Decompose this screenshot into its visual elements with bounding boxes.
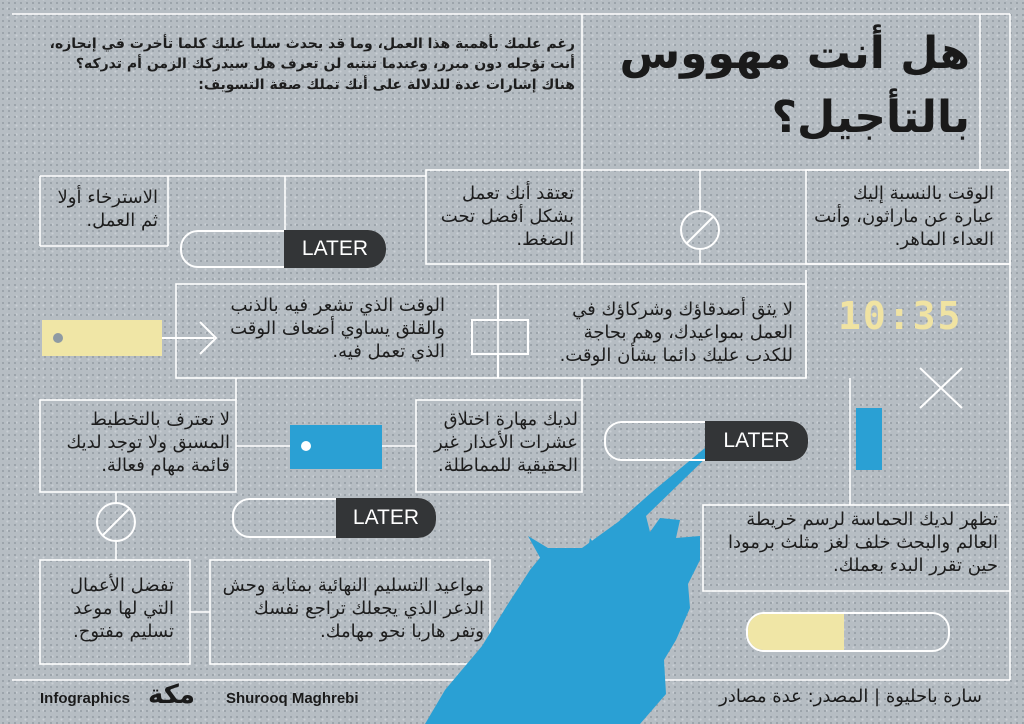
footer-logo: مكة: [148, 680, 195, 710]
sign-guilt: الوقت الذي تشعر فيه بالذنب والقلق يساوي أضعاف الوقت الذي تعمل فيه.: [230, 295, 445, 363]
blue-bar: [856, 408, 882, 470]
sign-open: تفضل الأعمال التي لها موعد تسليم مفتوح.: [69, 575, 174, 643]
page-title: [590, 22, 970, 150]
footer-infographics: Infographics: [40, 690, 131, 707]
square-cross-icon: [472, 300, 528, 378]
sign-deadline: مواعيد التسليم النهائية بمثابة وحش الذعر الذي يجعلك تراجع نفسك وتفر هاربا نحو مهامك.: [222, 575, 484, 643]
title-line-1: هل أنت مهووس: [619, 28, 970, 79]
sign-excuses: لديك مهارة اختلاق عشرات الأعذار غير الحقيقية للمماطلة.: [433, 409, 578, 477]
later-button-3[interactable]: LATER: [336, 498, 436, 538]
sign-enthusiasm: تظهر لديك الحماسة لرسم خريطة العالم والبحث خلف لغز مثلث برمودا حين تقرر البدء بعملك.: [727, 509, 998, 577]
sign-friends: لا يثق أصدقاؤك وشركاؤك في العمل بمواعيدك، وهم بحاجة للكذب عليك دائما بشأن الوقت.: [559, 299, 793, 367]
intro-line-3: هناك إشارات عدة للدلالة على أنك تملك صفة التسويف:: [198, 76, 575, 93]
later-button-1[interactable]: LATER: [284, 230, 386, 268]
digital-clock: 10:35: [838, 294, 963, 338]
intro-line-2: أنت تؤجله دون مبرر، وعندما تنتبه لن تعرف هل سيدركك الزمن أم تدركه؟: [75, 56, 575, 73]
circle-slash-icon: [681, 211, 719, 249]
sign-planning: لا تعترف بالتخطيط المسبق ولا توجد لديك قائمة مهام فعالة.: [66, 409, 230, 477]
progress-pill: [746, 612, 950, 652]
sign-relax: الاسترخاء أولا ثم العمل.: [57, 187, 158, 232]
progress-fill: [748, 614, 844, 650]
footer-author: Shurooq Maghrebi: [226, 690, 359, 707]
circle-slash-icon-2: [97, 503, 135, 541]
sign-marathon: الوقت بالنسبة إليك عبارة عن ماراثون، وأنت العداء الماهر.: [814, 183, 994, 251]
footer-credit: سارة باحليوة | المصدر: عدة مصادر: [719, 686, 982, 707]
intro-text: [30, 34, 575, 95]
intro-line-1: رغم علمك بأهمية هذا العمل، وما قد يحدث سلبا عليك كلما تأخرت في إنجازه،: [49, 36, 575, 52]
sign-pressure: تعتقد أنك تعمل بشكل أفضل تحت الضغط.: [440, 183, 574, 251]
later-button-2[interactable]: LATER: [705, 421, 808, 461]
cross-icon: [920, 368, 962, 408]
title-line-2: بالتأجيل؟: [771, 91, 970, 143]
